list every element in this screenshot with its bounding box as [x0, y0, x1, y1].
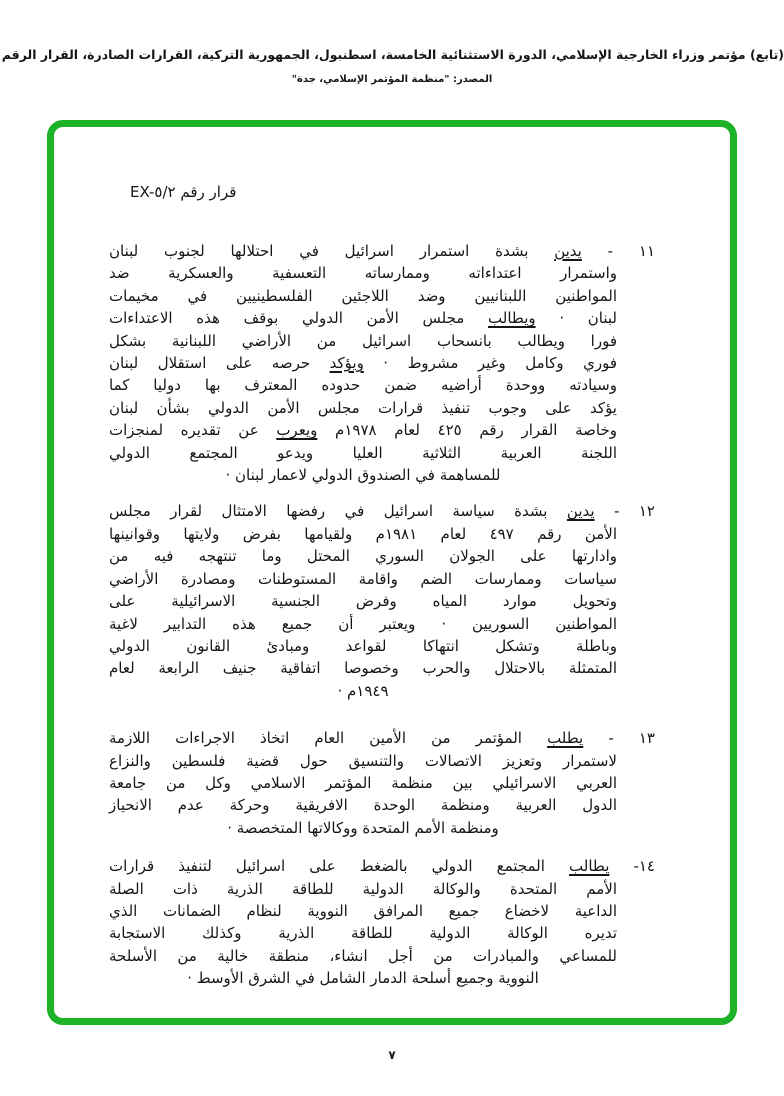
text-line: ١١ - يدين بشدة استمرار اسرائيل في احتلالها لجنوب لبنان	[109, 242, 656, 260]
text-line: لبنان · ويطالب مجلس الأمن الدولي بوقف هذه الاعتداءات	[109, 309, 618, 328]
header-citation-text: (تابع) مؤتمر وزراء الخارجية الإسلامي، الدورة الاستثنائية الخامسة، اسطنبول، الجمهورية التركية، القرارات الصادرة، القرار الرقم	[1, 47, 784, 62]
document-header	[0, 46, 784, 85]
text-line: لاستمرار وتعزيز الاتصالات والتنسيق حول قضية فلسطين والنزاع	[109, 751, 617, 770]
text-line: الداعية لاخضاع جميع المرافق النووية لنظام الضمانات الذي	[109, 901, 617, 920]
green-frame	[47, 120, 737, 1025]
text-line: المواطنين السوريين · ويعتبر أن جميع هذه التدابير لاغية	[109, 614, 617, 633]
text-line: واستمرار اعتداءاته وممارساته التعسفية والعسكرية ضد	[109, 264, 617, 283]
underlined-term: يدين	[566, 502, 595, 521]
text-line: فورا ويطالب بانسحاب اسرائيل من الأراضي اللبنانية بشكل	[109, 331, 617, 350]
resolution-title-code: EX-٥/٢	[130, 183, 176, 201]
text-line: الأمن رقم ٤٩٧ لعام ١٩٨١م ولقيامها بفرض ولايتها وقوانينها	[109, 524, 618, 543]
text-line: وخاصة القرار رقم ٤٢٥ لعام ١٩٧٨م ويعرب عن تقديره لمنجزات	[109, 421, 617, 440]
text-line: وتحويل موارد المياه وفرض الجنسية الاسرائيلية على	[109, 592, 617, 611]
text-line: الأمم المتحدة والوكالة الدولية للطاقة الذرية ذات الصلة	[109, 879, 617, 898]
text-line: ومنظمة الأمم المتحدة ووكالاتها المتخصصة ·	[227, 818, 499, 837]
underlined-term: يطالب	[569, 857, 610, 876]
text-line: سياسات وممارسات الضم واقامة المستوطنات ومصادرة الأراضي	[109, 569, 617, 588]
text-line: ١٩٤٩م ·	[337, 681, 389, 700]
text-line: تديره الوكالة الدولية للطاقة الذرية وكذلك الاستجابة	[109, 924, 617, 943]
text-line: ١٤- يطالب المجتمع الدولي بالضغط على اسرائيل لتنفيذ قرارات	[109, 857, 655, 876]
text-line: المتمثلة بالاحتلال والحرب وخصوصا اتفاقية جنيف الرابعة لعام	[109, 659, 617, 678]
text-line: اللجنة العربية الثلاثية العليا ويدعو المجتمع الدولي	[109, 443, 617, 462]
text-line: للمساعي والمبادرات من أجل انشاء، منطقة خالية من الأسلحة	[109, 946, 617, 965]
header-citation	[0, 46, 784, 64]
page-number: ٧	[388, 1048, 396, 1062]
resolution-clause-14	[109, 855, 655, 989]
resolution-clause-11	[109, 240, 655, 486]
text-line: العربي الاسرائيلي بين منظمة المؤتمر الاسلامي وكل من جامعة	[109, 773, 617, 792]
underlined-term: ويطالب	[488, 309, 536, 328]
text-line: ١٣ - يطلب المؤتمر من الأمين العام اتخاذ الاجراءات اللازمة	[109, 729, 655, 748]
underlined-term: يطلب	[547, 729, 584, 748]
resolution-title-text: قرار رقم	[180, 183, 237, 201]
resolution-body	[109, 240, 655, 990]
page-footer	[0, 1048, 784, 1062]
text-line: للمساهمة في الصندوق الدولي لاعمار لبنان ·	[225, 466, 501, 485]
text-line: الدول العربية ومنظمة الوحدة الافريقية وحركة عدم الانحياز	[109, 796, 617, 815]
underlined-term: ويعرب	[276, 421, 318, 440]
header-source-line: المصدر: "منظمة المؤتمر الإسلامي، جدة"	[291, 74, 493, 85]
text-line: يؤكد على وجوب تنفيذ قرارات مجلس الأمن الدولي بشأن لبنان	[109, 398, 617, 417]
underlined-term: ويؤكد	[329, 354, 364, 373]
text-line: المواطنين اللبنانيين وضد اللاجئين الفلسطينيين في مخيمات	[109, 286, 617, 305]
text-line: وادارتها على الجولان السوري المحتل وما تنتهجه فيه من	[109, 547, 617, 566]
resolution-clause-13	[109, 727, 655, 839]
text-line: ١٢ - يدين بشدة سياسة اسرائيل في رفضها الامتثال لقرار مجلس	[109, 502, 655, 521]
resolution-clause-12	[109, 500, 655, 702]
text-line: وباطلة وتشكل انتهاكا لقواعد ومبادئ القانون الدولي	[109, 636, 617, 655]
text-line: فوري وكامل وغير مشروط · ويؤكد حرصه على استقلال لبنان	[109, 354, 617, 373]
text-line: النووية وجميع أسلحة الدمار الشامل في الشرق الأوسط ·	[187, 969, 539, 988]
resolution-title	[130, 183, 236, 201]
underlined-term: يدين	[554, 242, 582, 260]
text-line: وسيادته ووحدة أراضيه ضمن حدوده المعترف بها دوليا كما	[109, 376, 617, 395]
